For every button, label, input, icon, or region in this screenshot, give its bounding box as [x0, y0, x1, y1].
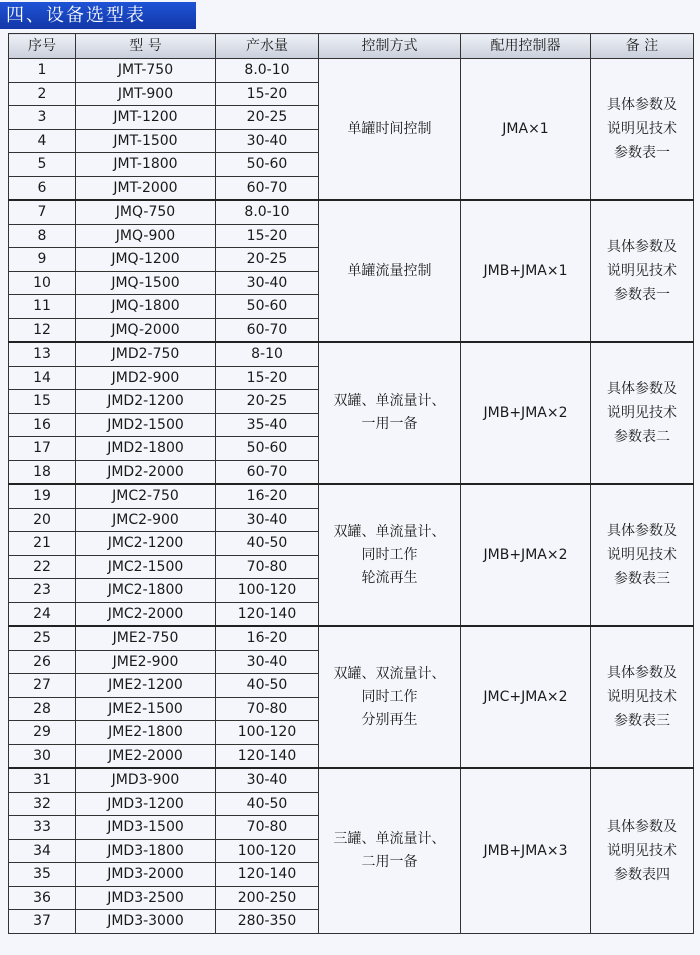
cell-model: JME2-1800 — [76, 721, 216, 745]
cell-model: JMQ-1800 — [76, 295, 216, 319]
cell-model: JMC2-900 — [76, 508, 216, 532]
cell-flow: 100-120 — [216, 579, 319, 603]
note-line: 说明见技术 — [607, 121, 677, 137]
note-line: 说明见技术 — [607, 263, 677, 279]
cell-flow: 8.0-10 — [216, 200, 319, 224]
cell-flow: 50-60 — [216, 295, 319, 319]
cell-model: JMT-1200 — [76, 106, 216, 130]
cell-flow: 60-70 — [216, 176, 319, 200]
cell-control-mode — [319, 200, 461, 342]
note-line: 具体参数及 — [607, 523, 677, 539]
cell-no: 18 — [9, 460, 76, 484]
cell-flow: 70-80 — [216, 697, 319, 721]
cell-no: 36 — [9, 886, 76, 910]
cell-no: 33 — [9, 816, 76, 840]
cell-flow: 100-120 — [216, 839, 319, 863]
cell-flow: 20-25 — [216, 390, 319, 414]
cell-flow: 15-20 — [216, 82, 319, 106]
cell-flow: 30-40 — [216, 508, 319, 532]
cell-model: JMD3-1800 — [76, 839, 216, 863]
note-line: 参数表四 — [614, 866, 670, 883]
header-flow: 产水量 — [216, 34, 319, 59]
cell-model: JMD2-750 — [76, 342, 216, 366]
control-mode-line: 三罐、单流量计、 — [333, 830, 446, 847]
cell-model: JMD2-1200 — [76, 390, 216, 414]
cell-controller: JMB+JMA×2 — [461, 342, 591, 484]
cell-flow: 16-20 — [216, 484, 319, 508]
cell-no: 3 — [9, 106, 76, 130]
cell-no: 25 — [9, 626, 76, 650]
note-line: 具体参数及 — [607, 97, 677, 113]
table-row — [9, 59, 694, 83]
cell-no: 27 — [9, 674, 76, 698]
note-line: 说明见技术 — [607, 689, 677, 705]
cell-flow: 200-250 — [216, 886, 319, 910]
cell-note — [591, 342, 694, 484]
cell-note — [591, 768, 694, 933]
cell-no: 4 — [9, 129, 76, 153]
table-row — [9, 342, 694, 366]
note-line: 参数表三 — [614, 713, 670, 729]
note-line: 具体参数及 — [607, 818, 677, 835]
cell-flow: 30-40 — [216, 129, 319, 153]
cell-model: JMQ-1500 — [76, 271, 216, 295]
note-line: 参数表一 — [614, 287, 670, 303]
cell-no: 24 — [9, 602, 76, 626]
cell-flow: 60-70 — [216, 318, 319, 342]
control-mode-line: 单罐时间控制 — [347, 120, 432, 137]
cell-controller: JMA×1 — [461, 59, 591, 201]
cell-model: JMQ-750 — [76, 200, 216, 224]
cell-flow: 60-70 — [216, 460, 319, 484]
note-line: 参数表二 — [614, 429, 670, 445]
cell-model: JMT-750 — [76, 59, 216, 83]
cell-model: JMQ-1200 — [76, 248, 216, 272]
cell-no: 5 — [9, 153, 76, 177]
cell-no: 26 — [9, 650, 76, 674]
cell-no: 13 — [9, 342, 76, 366]
cell-control-mode — [319, 626, 461, 768]
cell-model: JMD3-3000 — [76, 910, 216, 934]
cell-no: 19 — [9, 484, 76, 508]
cell-flow: 8.0-10 — [216, 59, 319, 83]
cell-control-mode — [319, 768, 461, 933]
cell-model: JMD2-900 — [76, 366, 216, 390]
header-no: 序号 — [9, 34, 76, 59]
cell-flow: 100-120 — [216, 721, 319, 745]
cell-flow: 40-50 — [216, 792, 319, 816]
cell-model: JME2-1200 — [76, 674, 216, 698]
cell-model: JMD3-2000 — [76, 863, 216, 887]
table-row — [9, 484, 694, 508]
cell-flow: 20-25 — [216, 106, 319, 130]
cell-no: 8 — [9, 224, 76, 248]
cell-model: JMT-1800 — [76, 153, 216, 177]
cell-no: 29 — [9, 721, 76, 745]
cell-no: 37 — [9, 910, 76, 934]
cell-flow: 30-40 — [216, 271, 319, 295]
cell-no: 7 — [9, 200, 76, 224]
header-control: 控制方式 — [319, 34, 461, 59]
control-mode-line: 二用一备 — [361, 853, 418, 870]
cell-no: 20 — [9, 508, 76, 532]
cell-flow: 35-40 — [216, 413, 319, 437]
cell-model: JMT-1500 — [76, 129, 216, 153]
cell-no: 34 — [9, 839, 76, 863]
cell-model: JMT-900 — [76, 82, 216, 106]
cell-note — [591, 484, 694, 626]
control-mode-line: 双罐、双流量计、 — [333, 665, 446, 682]
cell-no: 14 — [9, 366, 76, 390]
cell-no: 15 — [9, 390, 76, 414]
cell-control-mode — [319, 484, 461, 626]
cell-flow: 8-10 — [216, 342, 319, 366]
cell-model: JMD2-1500 — [76, 413, 216, 437]
table-body — [9, 59, 694, 934]
cell-flow: 40-50 — [216, 532, 319, 556]
cell-model: JMD2-2000 — [76, 460, 216, 484]
cell-note — [591, 59, 694, 201]
cell-flow: 50-60 — [216, 437, 319, 461]
cell-model: JMC2-750 — [76, 484, 216, 508]
note-line: 参数表一 — [614, 145, 670, 161]
cell-model: JMT-2000 — [76, 176, 216, 200]
cell-note — [591, 626, 694, 768]
note-line: 说明见技术 — [607, 547, 677, 563]
cell-no: 9 — [9, 248, 76, 272]
cell-flow: 16-20 — [216, 626, 319, 650]
cell-model: JMC2-1500 — [76, 555, 216, 579]
cell-model: JMC2-2000 — [76, 602, 216, 626]
control-mode-line: 分别再生 — [361, 711, 418, 728]
cell-no: 21 — [9, 532, 76, 556]
note-line: 说明见技术 — [607, 842, 677, 859]
cell-model: JMD3-900 — [76, 768, 216, 792]
cell-no: 22 — [9, 555, 76, 579]
cell-no: 11 — [9, 295, 76, 319]
cell-no: 31 — [9, 768, 76, 792]
control-mode-line: 同时工作 — [361, 546, 418, 563]
header-model: 型 号 — [76, 34, 216, 59]
cell-no: 23 — [9, 579, 76, 603]
cell-model: JME2-900 — [76, 650, 216, 674]
header-note: 备 注 — [591, 34, 694, 59]
cell-flow: 70-80 — [216, 816, 319, 840]
cell-controller: JMC+JMA×2 — [461, 626, 591, 768]
cell-flow: 15-20 — [216, 224, 319, 248]
cell-model: JMD2-1800 — [76, 437, 216, 461]
table-row — [9, 200, 694, 224]
cell-note — [591, 200, 694, 342]
table-row — [9, 626, 694, 650]
control-mode-line: 单罐流量控制 — [347, 262, 432, 279]
cell-flow: 120-140 — [216, 602, 319, 626]
header-controller: 配用控制器 — [461, 34, 591, 59]
cell-no: 28 — [9, 697, 76, 721]
note-line: 具体参数及 — [607, 381, 677, 397]
cell-model: JMQ-2000 — [76, 318, 216, 342]
table-row — [9, 768, 694, 792]
cell-controller: JMB+JMA×2 — [461, 484, 591, 626]
cell-flow: 30-40 — [216, 650, 319, 674]
note-line: 具体参数及 — [607, 665, 677, 681]
cell-model: JMC2-1800 — [76, 579, 216, 603]
cell-model: JME2-1500 — [76, 697, 216, 721]
cell-flow: 70-80 — [216, 555, 319, 579]
cell-no: 32 — [9, 792, 76, 816]
header-row — [9, 34, 694, 59]
cell-model: JMD3-2500 — [76, 886, 216, 910]
note-line: 参数表三 — [614, 571, 670, 587]
equipment-table — [8, 33, 694, 934]
cell-no: 17 — [9, 437, 76, 461]
cell-model: JMQ-900 — [76, 224, 216, 248]
cell-flow: 20-25 — [216, 248, 319, 272]
cell-controller: JMB+JMA×3 — [461, 768, 591, 933]
cell-flow: 50-60 — [216, 153, 319, 177]
cell-no: 6 — [9, 176, 76, 200]
cell-model: JMD3-1200 — [76, 792, 216, 816]
cell-no: 16 — [9, 413, 76, 437]
cell-flow: 15-20 — [216, 366, 319, 390]
cell-control-mode — [319, 59, 461, 201]
cell-flow: 120-140 — [216, 744, 319, 768]
cell-flow: 30-40 — [216, 768, 319, 792]
cell-no: 30 — [9, 744, 76, 768]
cell-no: 2 — [9, 82, 76, 106]
cell-controller: JMB+JMA×1 — [461, 200, 591, 342]
cell-no: 1 — [9, 59, 76, 83]
control-mode-line: 双罐、单流量计、 — [333, 523, 446, 540]
section-title: 四、设备选型表 — [0, 2, 196, 29]
control-mode-line: 轮流再生 — [361, 569, 418, 586]
cell-model: JME2-750 — [76, 626, 216, 650]
cell-flow: 280-350 — [216, 910, 319, 934]
control-mode-line: 同时工作 — [361, 688, 418, 705]
cell-model: JME2-2000 — [76, 744, 216, 768]
note-line: 具体参数及 — [607, 239, 677, 255]
control-mode-line: 双罐、单流量计、 — [333, 393, 446, 409]
cell-no: 35 — [9, 863, 76, 887]
cell-no: 10 — [9, 271, 76, 295]
cell-flow: 120-140 — [216, 863, 319, 887]
control-mode-line: 一用一备 — [361, 416, 418, 432]
note-line: 说明见技术 — [607, 405, 677, 421]
cell-flow: 40-50 — [216, 674, 319, 698]
cell-no: 12 — [9, 318, 76, 342]
cell-control-mode — [319, 342, 461, 484]
cell-model: JMC2-1200 — [76, 532, 216, 556]
cell-model: JMD3-1500 — [76, 816, 216, 840]
